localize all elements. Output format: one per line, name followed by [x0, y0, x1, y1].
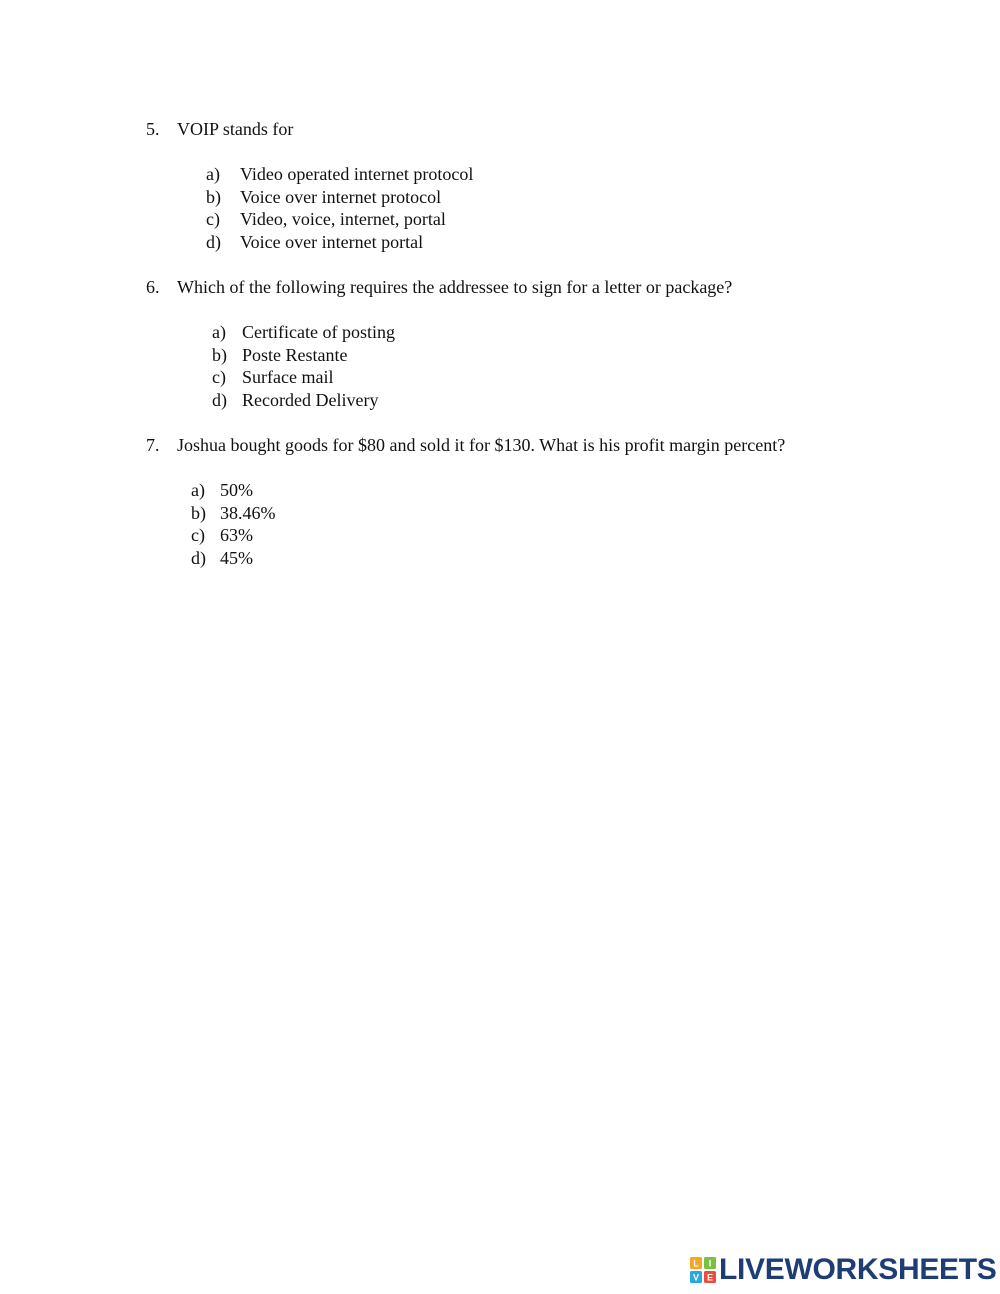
- svg-text:I: I: [708, 1258, 712, 1269]
- option-text: Surface mail: [242, 367, 334, 388]
- option-letter: d): [191, 547, 206, 568]
- option-letter: a): [191, 480, 205, 500]
- question-text: Which of the following requires the addressee to sign for a letter or package?: [177, 277, 733, 297]
- liveworksheets-brand: [690, 1255, 997, 1285]
- option-text: Poste Restante: [242, 344, 348, 365]
- option-letter: c): [191, 525, 205, 546]
- option-text: Voice over internet portal: [240, 231, 424, 252]
- option-text: Voice over internet protocol: [240, 186, 442, 207]
- svg-text:V: V: [692, 1272, 700, 1283]
- option-text: Video operated internet protocol: [240, 164, 474, 184]
- question-number: 5.: [146, 119, 160, 139]
- option-text: Video, voice, internet, portal: [240, 209, 446, 230]
- option-letter: a): [212, 322, 226, 342]
- svg-text:L: L: [693, 1258, 699, 1269]
- question-number: 6.: [146, 277, 160, 297]
- option-letter: d): [206, 231, 221, 252]
- option-text: 38.46%: [220, 502, 276, 523]
- question-number: 7.: [146, 435, 160, 455]
- option-letter: d): [212, 389, 227, 410]
- option-letter: c): [206, 209, 220, 230]
- brand-name: LIVEWORKSHEETS: [719, 1253, 997, 1286]
- option-text: 63%: [220, 525, 253, 546]
- option-letter: a): [206, 164, 220, 184]
- liveworksheets-logo-icon: [690, 1257, 716, 1283]
- option-text: 50%: [220, 480, 253, 500]
- option-text: Recorded Delivery: [242, 389, 379, 410]
- option-letter: b): [191, 502, 206, 523]
- option-letter: c): [212, 367, 226, 388]
- option-text: Certificate of posting: [242, 322, 395, 342]
- question-text: Joshua bought goods for $80 and sold it for $130. What is his profit margin percent?: [177, 435, 786, 455]
- option-letter: b): [212, 344, 227, 365]
- option-text: 45%: [220, 547, 253, 568]
- question-text: VOIP stands for: [177, 119, 294, 139]
- svg-text:E: E: [706, 1272, 714, 1283]
- option-letter: b): [206, 186, 221, 207]
